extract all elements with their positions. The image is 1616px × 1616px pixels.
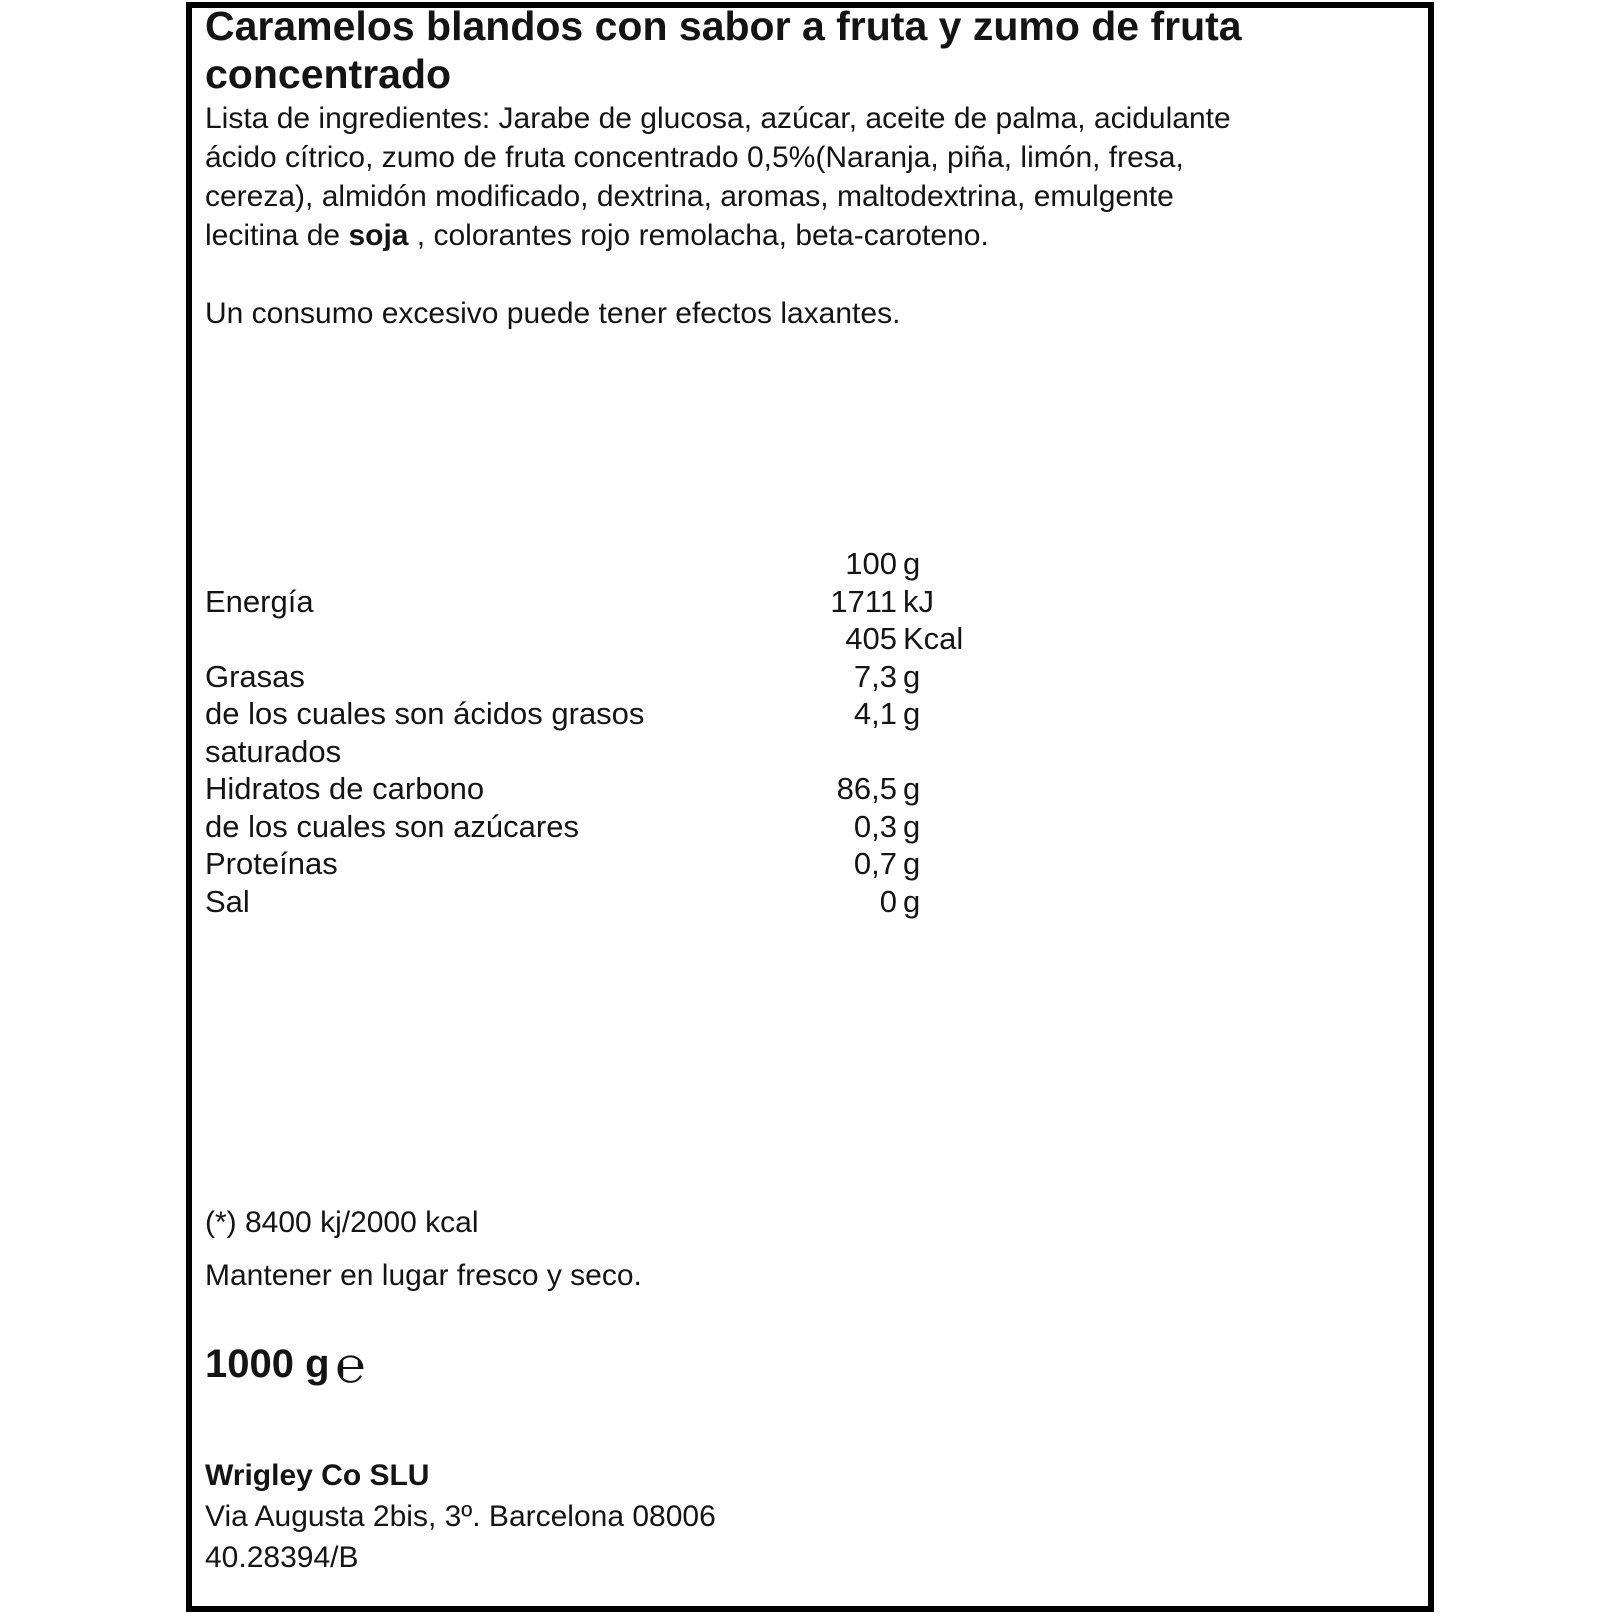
nutrient-value: 405 <box>845 621 897 656</box>
nutrient-unit: kJ <box>903 583 934 619</box>
company-name: Wrigley Co SLU <box>205 1459 430 1492</box>
nutrient-unit: g <box>903 846 921 881</box>
nutrient-value: 7,3 <box>853 658 897 694</box>
nutrient-unit: g <box>903 808 921 844</box>
nutrient-label: Hidratos de carbono <box>205 771 485 806</box>
ingredients-text: lecitina de <box>205 219 349 252</box>
table-row <box>205 770 1305 808</box>
nutrient-label: Proteínas <box>205 846 338 881</box>
ingredients-line: cereza), almidón modificado, dextrina, aromas, maltodextrina, emulgente <box>205 180 1174 213</box>
product-title: Caramelos blandos con sabor a fruta y zumo de fruta concentrado <box>205 3 1242 97</box>
ingredients-line: Lista de ingredientes: Jarabe de glucosa, azúcar, aceite de palma, acidulante <box>205 102 1231 135</box>
table-row <box>205 808 1305 846</box>
ingredients-text: , colorantes rojo remolacha, beta-caroteno. <box>408 219 989 252</box>
nutrient-value: 0,7 <box>853 846 897 881</box>
nutrient-value: 1711 <box>830 583 897 619</box>
table-row <box>205 620 1305 658</box>
storage-instructions: Mantener en lugar fresco y seco. <box>205 1259 642 1292</box>
manufacturer-block <box>205 1455 716 1578</box>
table-row <box>205 883 1305 921</box>
nutrient-label: saturados <box>205 733 342 769</box>
table-row <box>205 583 1305 621</box>
nutrition-column-header-value: 100 <box>845 546 897 581</box>
nutrient-unit: g <box>903 883 921 919</box>
company-address: Via Augusta 2bis, 3º. Barcelona 08006 <box>205 1500 716 1533</box>
nutrient-value: 4,1 <box>853 696 897 731</box>
laxative-warning: Un consumo excesivo puede tener efectos laxantes. <box>205 297 901 330</box>
net-weight <box>205 1336 366 1394</box>
ingredients-line: ácido cítrico, zumo de fruta concentrado 0,5%(Naranja, piña, limón, fresa, <box>205 141 1184 174</box>
nutrient-label: de los cuales son ácidos grasos <box>205 696 645 731</box>
nutrient-value: 0,3 <box>853 808 897 844</box>
nutrient-unit: g <box>903 696 921 731</box>
table-row <box>205 845 1305 883</box>
nutrient-unit: Kcal <box>903 621 964 656</box>
reference-intake-note: (*) 8400 kj/2000 kcal <box>205 1206 479 1239</box>
registration-number: 40.28394/B <box>205 1541 359 1574</box>
nutrient-value: 0 <box>879 883 897 919</box>
table-row <box>205 658 1305 696</box>
nutrient-label: Sal <box>205 883 250 919</box>
nutrient-value: 86,5 <box>836 771 897 806</box>
nutrient-label: Grasas <box>205 658 305 694</box>
nutrient-unit: g <box>903 658 921 694</box>
nutrition-table <box>205 545 1305 920</box>
nutrition-header-row <box>205 545 1305 583</box>
table-row <box>205 695 1305 733</box>
estimated-sign-icon: ℮ <box>335 1337 366 1393</box>
ingredients-line <box>205 216 1385 255</box>
allergen-soja: soja <box>348 219 409 252</box>
nutrient-label: Energía <box>205 583 314 619</box>
net-weight-value: 1000 g <box>205 1342 330 1386</box>
nutrient-unit: g <box>903 771 921 806</box>
table-row <box>205 733 1305 771</box>
ingredients-list <box>205 99 1385 255</box>
nutrition-column-header-unit: g <box>903 546 921 581</box>
nutrient-label: de los cuales son azúcares <box>205 808 579 844</box>
